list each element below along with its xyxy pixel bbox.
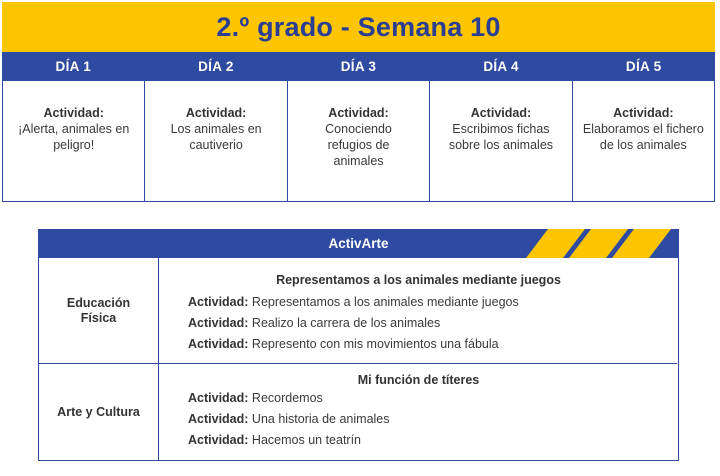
list-item: [188, 316, 440, 330]
activity-text: Una historia de animales: [251, 412, 390, 426]
page-title: 2.º grado - Semana 10: [216, 11, 501, 42]
day-header-3: DÍA 3: [340, 59, 377, 74]
activity-label: Actividad:: [185, 106, 247, 120]
activity-label: Actividad:: [470, 106, 532, 120]
activity-label: Actividad:: [188, 295, 249, 309]
area-subtitle: Mi función de títeres: [357, 373, 480, 387]
activity-label: Actividad:: [613, 106, 674, 120]
activity-text: Represento con mis movimientos una fábula: [251, 337, 499, 351]
activity-label: Actividad:: [188, 391, 249, 405]
list-item: [188, 412, 390, 426]
area-activities: [160, 364, 677, 460]
table-row: [39, 258, 677, 364]
activity-text: Representamos a los animales mediante juegos: [251, 295, 519, 309]
area-label: Arte y Cultura: [57, 404, 140, 419]
week-title-bar: [2, 2, 715, 52]
days-activities-row: [2, 81, 715, 202]
day-cell-3: [288, 81, 430, 201]
activity-label: Actividad:: [188, 433, 249, 447]
area-name: [39, 364, 159, 460]
day-header-1: DÍA 1: [55, 59, 92, 74]
activarte-table: [38, 258, 679, 461]
day-header-5: DÍA 5: [625, 59, 662, 74]
day-cell-1: [3, 81, 145, 201]
list-item: [188, 337, 499, 351]
activity-text: Recordemos: [251, 391, 323, 405]
day-header-4: DÍA 4: [483, 59, 519, 74]
day-activity-5: Elaboramos el fichero de los animales: [582, 122, 704, 152]
list-item: [188, 433, 361, 447]
day-activity-4: Escribimos fichas sobre los animales: [448, 122, 554, 152]
activity-text: Hacemos un teatrín: [251, 433, 362, 447]
day-activity-3: Conociendo refugios de animales: [325, 122, 392, 168]
day-cell-5: [573, 81, 714, 201]
day-cell-2: [145, 81, 287, 201]
table-row: [39, 364, 677, 460]
area-subtitle: Representamos a los animales mediante juegos: [276, 273, 561, 287]
list-item: [188, 391, 323, 405]
days-header-row: [2, 52, 715, 81]
day-activity-1: ¡Alerta, animales en peligro!: [18, 122, 130, 152]
activity-label: Actividad:: [188, 337, 249, 351]
area-label: Educación Física: [66, 295, 131, 325]
activity-label: Actividad:: [328, 106, 389, 120]
activarte-header: [38, 229, 679, 258]
activity-label: Actividad:: [188, 316, 249, 330]
area-activities: [160, 258, 677, 363]
activity-label: Actividad:: [188, 412, 249, 426]
activarte-title: ActivArte: [328, 236, 389, 251]
activity-text: Realizo la carrera de los animales: [251, 316, 441, 330]
area-name: [39, 258, 159, 363]
day-activity-2: Los animales en cautiverio: [170, 122, 262, 152]
list-item: [188, 295, 519, 309]
day-header-2: DÍA 2: [198, 59, 234, 74]
activity-label: Actividad:: [43, 106, 104, 120]
day-cell-4: [430, 81, 572, 201]
